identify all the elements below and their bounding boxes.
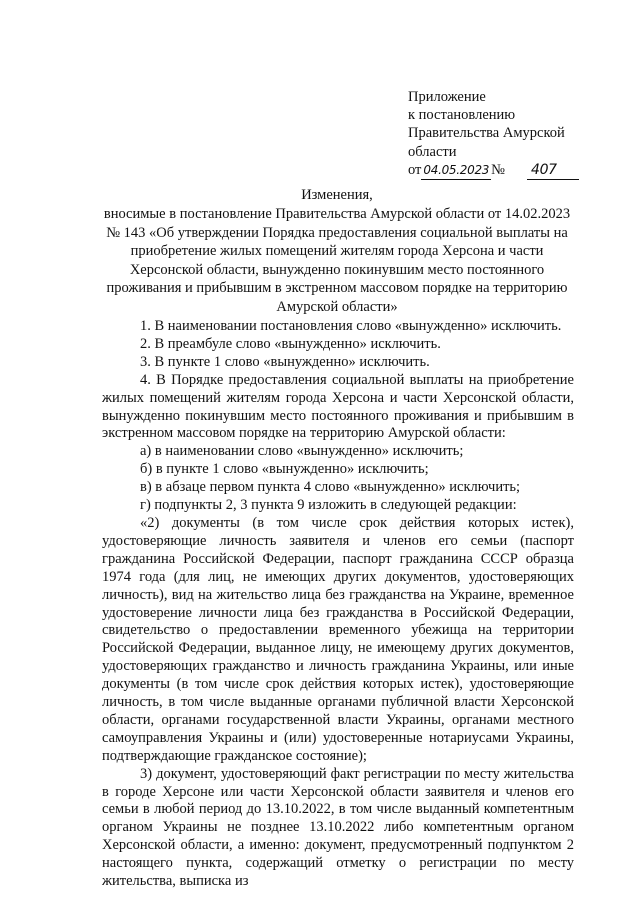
paragraph-item-4: 4. В Порядке предоставления социальной выплаты на приобретение жилых помещений жителям города Херсона и части Херсонской области, вынужденно покинувшим место постоянного проживания и прибывшим в экстренном массовом порядке на территорию Амурской области: <box>102 371 574 442</box>
subparagraph-a: а) в наименовании слово «вынужденно» исключить; <box>140 443 464 460</box>
quoted-subitem-2: «2) документы (в том числе срок действия которых истек), удостоверяющие личность заявителя и членов его семьи (паспорт гражданина Российской Федерации, паспорт гражданина СССР образца 1974 года (для лиц, не имеющих других документов, удостоверяющих личность), вид на жительство лица без гражданства на Украине, временное удостоверение личности лица без гражданства в Российской Федерации, свидетельство о предоставлении временного убежища на территории Российской Федерации, выданное лицу, не имеющему других документов, удостоверяющих гражданство и личность гражданина Украины, или иные документы (в том числе срок действия которых истек), удостоверяющие личность, в том числе выданные органами публичной власти Херсонской области, органами государственной власти Украины, органами местного самоуправления Украины и (или) удостоверенные нотариусами Украины, подтверждающие гражданское состояние); <box>102 514 574 764</box>
document-body <box>102 318 574 891</box>
appendix-title: Приложение <box>408 89 486 105</box>
paragraph-item-1: 1. В наименовании постановления слово «вынужденно» исключить. <box>140 318 562 334</box>
subparagraph-g: г) подпункты 2, 3 пункта 9 изложить в следующей редакции: <box>140 497 517 514</box>
appendix-line: к постановлению <box>408 107 516 124</box>
appendix-line: области <box>408 143 457 160</box>
document-title: Изменения, <box>301 187 373 203</box>
quoted-subitem-3: 3) документ, удостоверяющий факт регистрации по месту жительства в городе Херсоне или части Херсонской области заявителя и членов его семьи в любой период до 13.10.2022, в том числе выданный компетентным органом Украины не позднее 13.10.2022 либо компетентным органом Херсонской области, а именно: документ, предусмотренный подпунктом 2 настоящего пункта, содержащий отметку о регистрации по месту жительства, выписка из <box>102 765 574 890</box>
paragraph-item-3: 3. В пункте 1 слово «вынужденно» исключить. <box>140 353 430 370</box>
number-sign: № <box>491 161 505 178</box>
subparagraph-b: б) в пункте 1 слово «вынужденно» исключить; <box>140 461 429 478</box>
document-subtitle: вносимые в постановление Правительства Амурской области от 14.02.2023 № 143 «Об утверждении Порядка предоставления социальной выплаты на приобретение жилых помещений жителям города Херсона и части Херсонской области, вынужденно покинувшим место постоянного проживания и прибывшим в экстренном массовом порядке на территорию Амурской области» <box>103 206 571 315</box>
appendix-line: Правительства Амурской <box>408 125 565 142</box>
subparagraph-v: в) в абзаце первом пункта 4 слово «вынужденно» исключить; <box>140 479 521 496</box>
handwritten-number: 407 <box>527 161 579 180</box>
handwritten-date: 04.05.2023 <box>421 161 491 180</box>
appendix-date-line <box>408 161 618 180</box>
date-prefix: от <box>408 161 422 178</box>
paragraph-item-2: 2. В преамбуле слово «вынужденно» исключить. <box>140 335 441 352</box>
appendix-block <box>408 88 618 180</box>
